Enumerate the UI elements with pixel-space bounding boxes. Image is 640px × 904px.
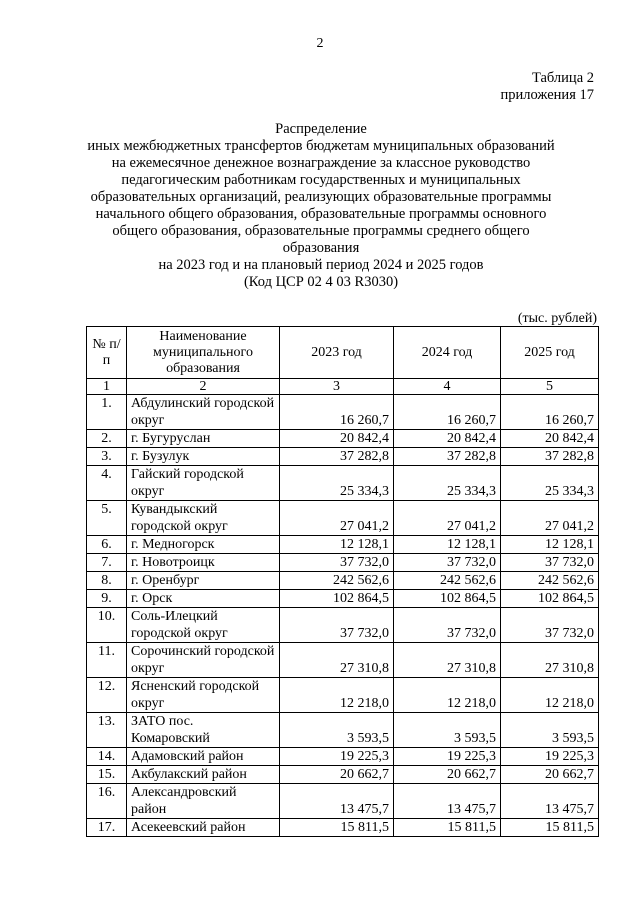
title-line: начального общего образования, образовательные программы основного [95, 206, 547, 222]
row-number: 7. [87, 554, 127, 572]
row-number: 14. [87, 748, 127, 766]
value-2025: 27 041,2 [501, 501, 599, 536]
value-2025: 27 310,8 [501, 643, 599, 678]
table-row [87, 554, 599, 572]
municipality-name: Соль-Илецкий городской округ [127, 608, 280, 643]
column-number: 2 [127, 379, 280, 395]
value-2023: 37 282,8 [280, 448, 394, 466]
municipality-name: Сорочинский городской округ [127, 643, 280, 678]
title-line: на 2023 год и на плановый период 2024 и 2025 годов [158, 257, 484, 273]
value-2024: 15 811,5 [394, 819, 501, 837]
municipality-name: г. Новотроицк [127, 554, 280, 572]
row-number: 5. [87, 501, 127, 536]
value-2025: 242 562,6 [501, 572, 599, 590]
table-row [87, 608, 599, 643]
value-2024: 25 334,3 [394, 466, 501, 501]
title-line: педагогическим работникам государственных и муниципальных [121, 172, 521, 188]
value-2025: 12 218,0 [501, 678, 599, 713]
municipality-name: Асекеевский район [127, 819, 280, 837]
header-2023: 2023 год [280, 327, 394, 379]
value-2024: 242 562,6 [394, 572, 501, 590]
table-row [87, 766, 599, 784]
value-2023: 37 732,0 [280, 608, 394, 643]
value-2024: 19 225,3 [394, 748, 501, 766]
table-row [87, 536, 599, 554]
value-2024: 16 260,7 [394, 395, 501, 430]
municipality-name: ЗАТО пос. Комаровский [127, 713, 280, 748]
row-number: 15. [87, 766, 127, 784]
table-row [87, 819, 599, 837]
table-row [87, 643, 599, 678]
row-number: 9. [87, 590, 127, 608]
value-2024: 37 282,8 [394, 448, 501, 466]
value-2025: 37 282,8 [501, 448, 599, 466]
header-municipality: Наименование муниципального образования [127, 327, 280, 379]
row-number: 4. [87, 466, 127, 501]
municipality-name: г. Медногорск [127, 536, 280, 554]
value-2024: 3 593,5 [394, 713, 501, 748]
value-2024: 102 864,5 [394, 590, 501, 608]
value-2023: 16 260,7 [280, 395, 394, 430]
header-2024: 2024 год [394, 327, 501, 379]
table-row [87, 572, 599, 590]
value-2025: 20 662,7 [501, 766, 599, 784]
table-header-row [87, 327, 599, 379]
distribution-table [86, 326, 599, 837]
municipality-name: Гайский городской округ [127, 466, 280, 501]
value-2024: 20 662,7 [394, 766, 501, 784]
title-line: иных межбюджетных трансфертов бюджетам муниципальных образований [87, 138, 555, 154]
table-body [87, 395, 599, 837]
column-number: 3 [280, 379, 394, 395]
row-number: 11. [87, 643, 127, 678]
table-row [87, 713, 599, 748]
value-2024: 13 475,7 [394, 784, 501, 819]
value-2025: 15 811,5 [501, 819, 599, 837]
row-number: 1. [87, 395, 127, 430]
table-row [87, 395, 599, 430]
municipality-name: Адамовский район [127, 748, 280, 766]
row-number: 6. [87, 536, 127, 554]
table-row [87, 678, 599, 713]
municipality-name: г. Бугуруслан [127, 430, 280, 448]
value-2023: 12 128,1 [280, 536, 394, 554]
value-2023: 37 732,0 [280, 554, 394, 572]
title-line: на ежемесячное денежное вознаграждение за классное руководство [111, 155, 531, 171]
value-2023: 12 218,0 [280, 678, 394, 713]
municipality-name: Абдулинский городской округ [127, 395, 280, 430]
row-number: 10. [87, 608, 127, 643]
value-2025: 19 225,3 [501, 748, 599, 766]
header-number: № п/п [87, 327, 127, 379]
value-2025: 12 128,1 [501, 536, 599, 554]
table-row [87, 448, 599, 466]
value-2023: 25 334,3 [280, 466, 394, 501]
row-number: 17. [87, 819, 127, 837]
row-number: 16. [87, 784, 127, 819]
value-2024: 27 041,2 [394, 501, 501, 536]
value-2023: 13 475,7 [280, 784, 394, 819]
value-2023: 20 842,4 [280, 430, 394, 448]
row-number: 2. [87, 430, 127, 448]
value-2025: 102 864,5 [501, 590, 599, 608]
municipality-name: Александровский район [127, 784, 280, 819]
table-ref-line1: Таблица 2 [531, 70, 594, 86]
column-number: 4 [394, 379, 501, 395]
value-2024: 37 732,0 [394, 554, 501, 572]
document-title [78, 121, 564, 291]
value-2025: 13 475,7 [501, 784, 599, 819]
value-2024: 27 310,8 [394, 643, 501, 678]
title-line: образования [282, 240, 360, 256]
column-number-row [87, 379, 599, 395]
value-2025: 37 732,0 [501, 554, 599, 572]
value-2025: 16 260,7 [501, 395, 599, 430]
municipality-name: Акбулакский район [127, 766, 280, 784]
value-2023: 3 593,5 [280, 713, 394, 748]
value-2025: 25 334,3 [501, 466, 599, 501]
table-row [87, 466, 599, 501]
value-2025: 3 593,5 [501, 713, 599, 748]
municipality-name: г. Бузулук [127, 448, 280, 466]
row-number: 12. [87, 678, 127, 713]
page-number: 2 [316, 36, 324, 51]
municipality-name: Ясненский городской округ [127, 678, 280, 713]
table-row [87, 590, 599, 608]
value-2023: 27 041,2 [280, 501, 394, 536]
table-row [87, 501, 599, 536]
table-row [87, 748, 599, 766]
value-2023: 20 662,7 [280, 766, 394, 784]
value-2025: 37 732,0 [501, 608, 599, 643]
column-number: 1 [87, 379, 127, 395]
value-2024: 12 128,1 [394, 536, 501, 554]
value-2024: 37 732,0 [394, 608, 501, 643]
value-2023: 15 811,5 [280, 819, 394, 837]
row-number: 13. [87, 713, 127, 748]
table-row [87, 430, 599, 448]
column-number: 5 [501, 379, 599, 395]
table-reference [501, 70, 594, 104]
value-2025: 20 842,4 [501, 430, 599, 448]
title-line: образовательных организаций, реализующих образовательные программы [90, 189, 552, 205]
title-line: общего образования, образовательные программы среднего общего [112, 223, 530, 239]
value-2023: 102 864,5 [280, 590, 394, 608]
value-2023: 242 562,6 [280, 572, 394, 590]
table-ref-line2: приложения 17 [500, 87, 594, 103]
value-2024: 12 218,0 [394, 678, 501, 713]
municipality-name: г. Орск [127, 590, 280, 608]
value-2023: 19 225,3 [280, 748, 394, 766]
title-line: (Код ЦСР 02 4 03 R3030) [243, 274, 399, 290]
table-row [87, 784, 599, 819]
units-label: (тыс. рублей) [517, 311, 597, 326]
value-2024: 20 842,4 [394, 430, 501, 448]
row-number: 3. [87, 448, 127, 466]
header-2025: 2025 год [501, 327, 599, 379]
row-number: 8. [87, 572, 127, 590]
municipality-name: г. Оренбург [127, 572, 280, 590]
municipality-name: Кувандыкский городской округ [127, 501, 280, 536]
value-2023: 27 310,8 [280, 643, 394, 678]
title-line: Распределение [275, 121, 367, 137]
